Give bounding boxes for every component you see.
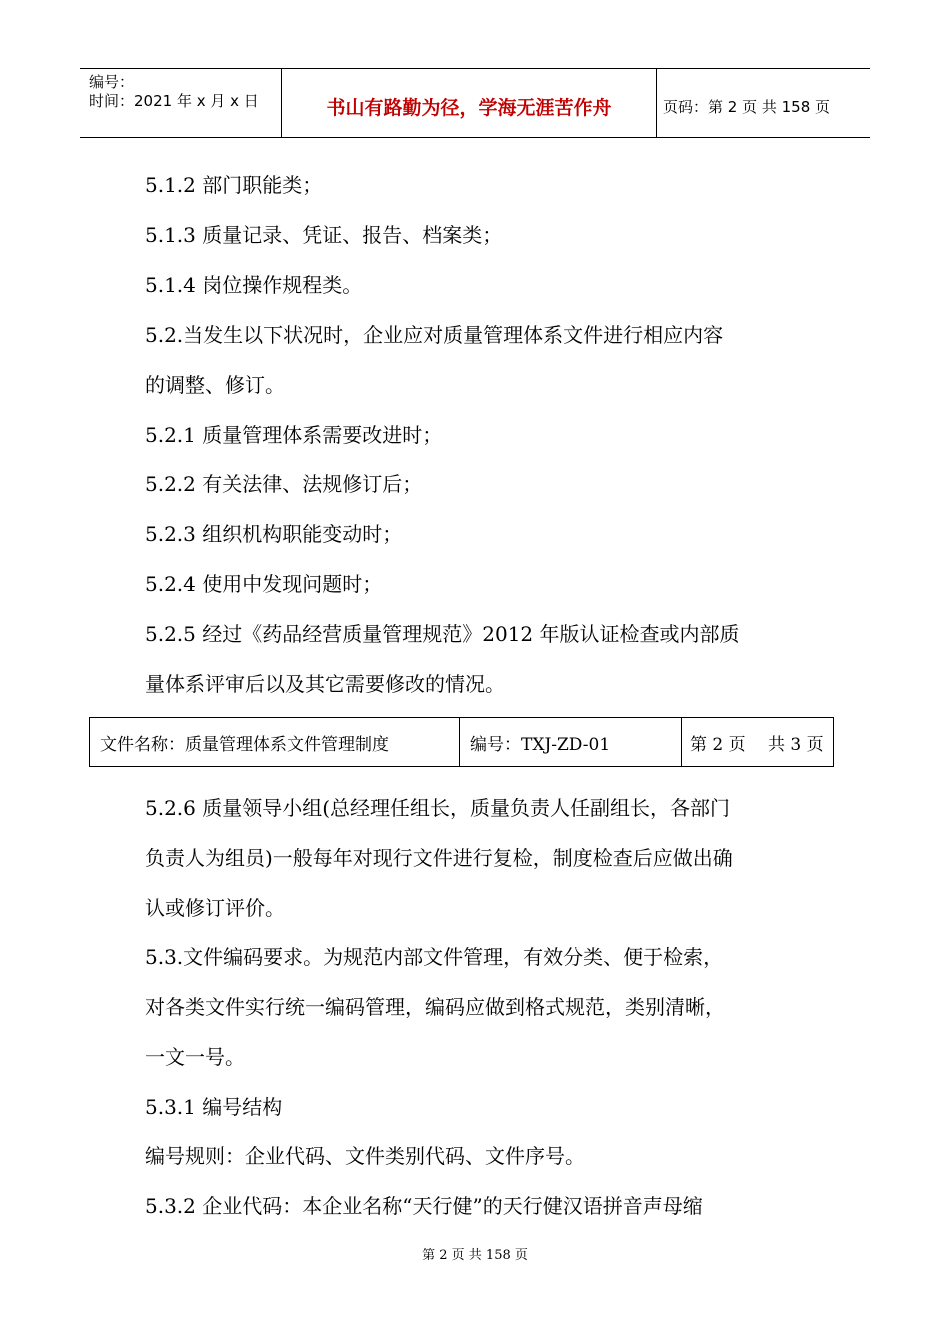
body-line: 编号规则：企业代码、文件类别代码、文件序号。: [145, 1144, 585, 1168]
body-line: 5.1.3 质量记录、凭证、报告、档案类；: [145, 223, 503, 247]
body-line: 5.1.4 岗位操作规程类。: [145, 273, 363, 297]
header-motto: 书山有路勤为径，学海无涯苦作舟: [282, 69, 657, 137]
header-number-label: 编号：: [89, 73, 135, 91]
body-line: 5.3.2 企业代码：本企业名称“天行健”的天行健汉语拼音声母缩: [145, 1194, 703, 1218]
header-meta-cell: [80, 69, 282, 137]
body-line: 对各类文件实行统一编码管理，编码应做到格式规范，类别清晰，: [145, 995, 725, 1019]
body-line: 5.2.当发生以下状况时，企业应对质量管理体系文件进行相应内容: [145, 323, 724, 347]
file-info-table: [89, 717, 834, 767]
body-line: 5.2.5 经过《药品经营质量管理规范》2012 年版认证检查或内部质: [145, 622, 740, 646]
body-line: 量体系评审后以及其它需要修改的情况。: [145, 672, 505, 696]
body-line: 5.2.6 质量领导小组(总经理任组长，质量负责人任副组长，各部门: [145, 796, 731, 820]
body-line: 5.2.2 有关法律、法规修订后；: [145, 472, 423, 496]
body-line: 5.2.3 组织机构职能变动时；: [145, 522, 403, 546]
body-line: 认或修订评价。: [145, 896, 285, 920]
file-page-cell: 第 2 页 共 3 页: [690, 734, 824, 755]
body-line: 5.2.1 质量管理体系需要改进时；: [145, 423, 443, 447]
file-number-cell: 编号：TXJ-ZD-01: [460, 718, 682, 766]
body-line: 5.3.文件编码要求。为规范内部文件管理，有效分类、便于检索，: [145, 945, 724, 969]
body-line: 的调整、修订。: [145, 373, 285, 397]
body-line: 5.3.1 编号结构: [145, 1095, 283, 1119]
body-line: 5.1.2 部门职能类；: [145, 173, 323, 197]
body-line: 5.2.4 使用中发现问题时；: [145, 572, 383, 596]
body-line: 负责人为组员)一般每年对现行文件进行复检，制度检查后应做出确: [145, 846, 733, 870]
file-name-cell: 文件名称：质量管理体系文件管理制度: [90, 718, 460, 766]
header-page-info: 页码：第 2 页 共 158 页: [663, 97, 831, 116]
body-line: 一文一号。: [145, 1045, 245, 1069]
page-header: [80, 68, 870, 138]
page-footer: 第 2 页 共 158 页: [422, 1248, 528, 1263]
header-date-label: 时间：2021 年 x 月 x 日: [89, 92, 259, 110]
